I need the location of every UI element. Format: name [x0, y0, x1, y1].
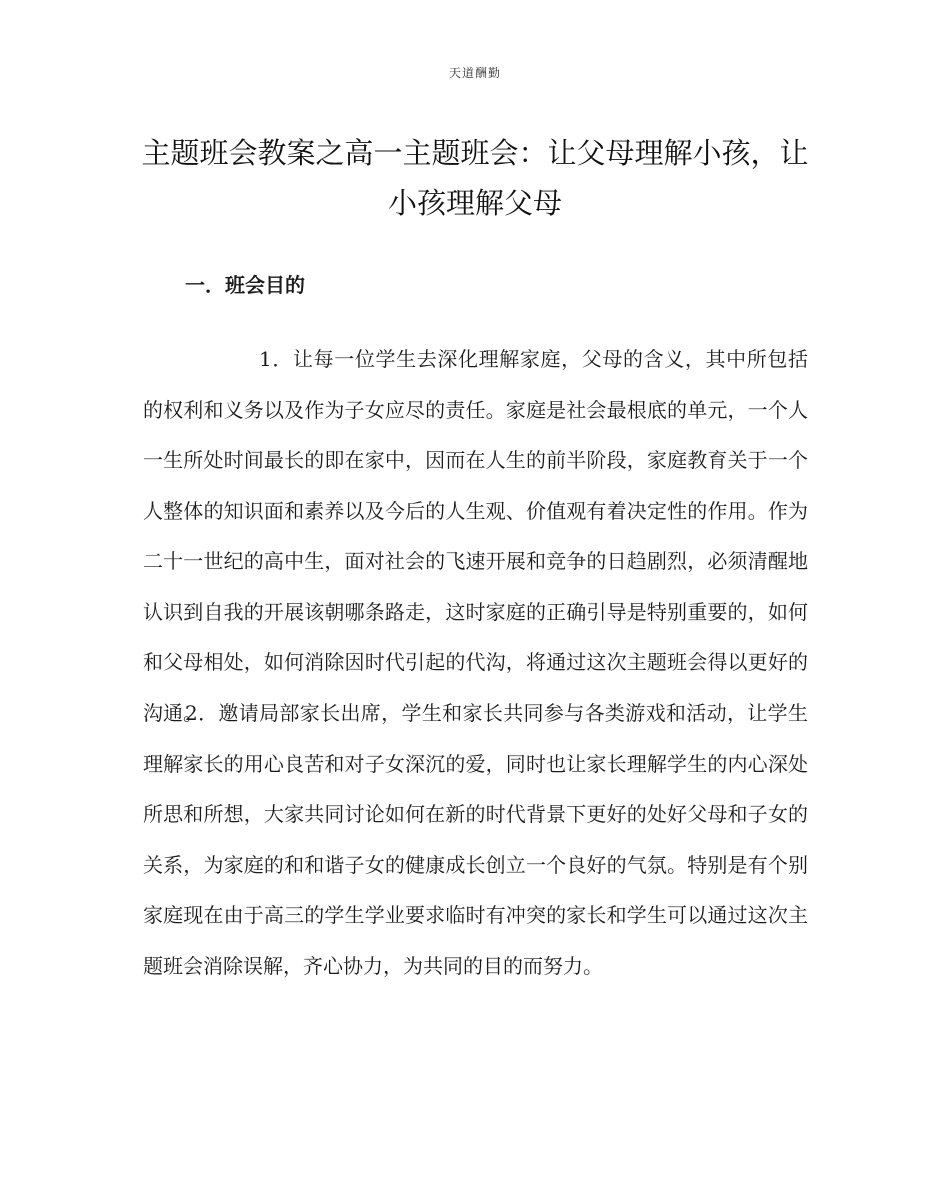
paragraph-1-text: 1．让每一位学生去深化理解家庭，父母的含义，其中所包括的权利和义务以及作为子女应尽的责任。家庭是社会最根底的单元，一个人一生所处时间最长的即在家中，因而在人生的前半阶段，家庭教育关于一个人整体的知识面和素养以及今后的人生观、价值观有着决定性的作用。作为二十一世纪的高中生，面对社会的飞速开展和竞争的日趋剧烈，必须清醒地认识到自我的开展该朝哪条路走，这时家庭的正确引导是特别重要的，如何和父母相处，如何消除因时代引起的代沟，将通过这次主题班会得以更好的沟通。	[143, 347, 808, 725]
section-heading: 一．班会目的	[185, 273, 305, 297]
title-line-2: 小孩理解父母	[387, 186, 562, 220]
paragraph-2	[143, 688, 808, 991]
page-header: 天道酬勤	[448, 66, 501, 80]
paragraph-1	[143, 334, 808, 738]
title-line-1: 主题班会教案之高一主题班会：让父母理解小孩，让	[141, 136, 809, 170]
paragraph-2-text: 2．邀请局部家长出席，学生和家长共同参与各类游戏和活动，让学生理解家长的用心良苦和对子女深沉的爱，同时也让家长理解学生的内心深处所思和所想，大家共同讨论如何在新的时代背景下更好的处好父母和子女的关系，为家庭的和和谐子女的健康成长创立一个良好的气氛。特别是有个别家庭现在由于高三的学生学业要求临时有冲突的家长和学生可以通过这次主题班会消除误解，齐心协力，为共同的目的而努力。	[143, 701, 808, 978]
document-title	[130, 128, 820, 228]
